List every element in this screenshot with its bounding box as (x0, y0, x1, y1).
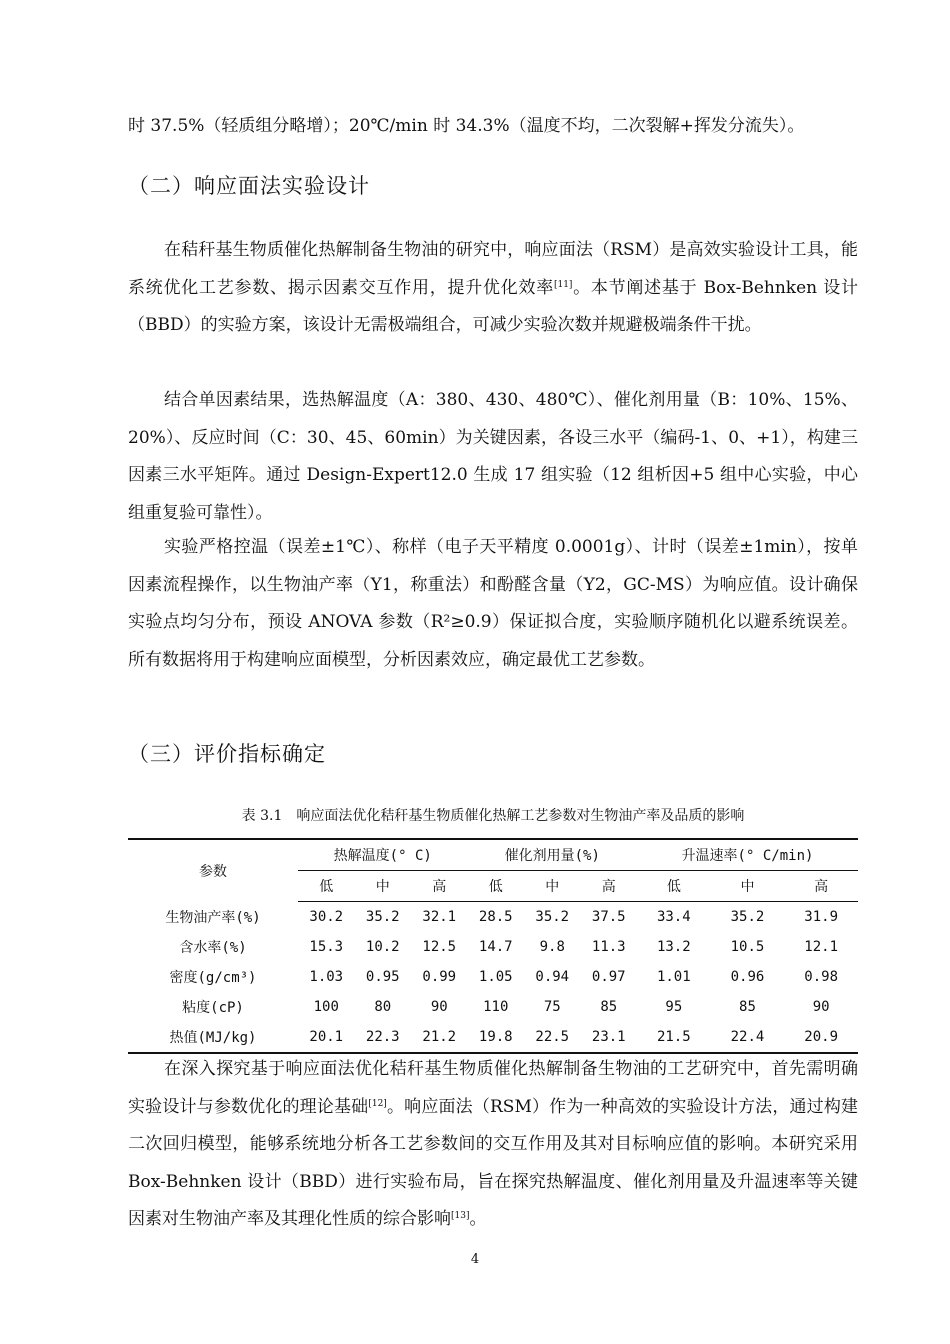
section-heading-2: （二）响应面法实验设计 (128, 174, 370, 198)
table-cell: 0.96 (730, 969, 765, 985)
table-cell: 21.5 (637, 1022, 711, 1053)
citation-13: [13] (451, 1211, 470, 1221)
table-cell: 9.8 (539, 939, 565, 955)
table-cell: 85 (739, 999, 756, 1015)
continued-paragraph: 时 37.5%（轻质组分略增）；20℃/min 时 34.3%（温度不均，二次裂解+挥发分流失）。 (128, 116, 805, 136)
table-cell: 15.3 (309, 939, 344, 955)
citation-11: [11] (553, 279, 573, 290)
table-cell: 0.97 (591, 969, 626, 985)
table-cell: 30.2 (309, 909, 344, 925)
table-cell: 0.95 (365, 969, 400, 985)
table-cell: 13.2 (656, 939, 691, 955)
table-cell: 22.5 (524, 1022, 581, 1053)
table-cell: 110 (483, 999, 509, 1015)
param-header: 参数 (128, 839, 298, 902)
table-cell: 35.2 (365, 909, 400, 925)
paragraph-text: 在深入探究基于响应面法优化秸秆基生物质催化热解制备生物油的工艺研究中，首先需明确实验设计与参数优化的理论基础 (128, 1059, 858, 1117)
group-header: 热解温度(° C) (298, 839, 468, 871)
table-cell: 0.94 (535, 969, 570, 985)
table-cell: 20.9 (784, 1022, 858, 1053)
row-label: 粘度(cP) (182, 1000, 244, 1016)
level-header: 高 (784, 871, 858, 902)
table-cell: 33.4 (656, 909, 691, 925)
table-cell: 80 (374, 999, 392, 1015)
table-cell: 11.3 (591, 939, 626, 955)
level-header: 高 (411, 871, 468, 902)
section-heading-3: （三）评价指标确定 (128, 742, 326, 766)
table-cell: 22.4 (711, 1022, 785, 1053)
paragraph-text: 。响应面法（RSM）作为一种高效的实验设计方法，通过构建二次回归模型，能够系统地分析各工艺参数间的交互作用及其对目标响应值的影响。本研究采用 Box-Behnken 设计（BBD）进行实验布局，旨在探究热解温度、催化剂用量及升温速率等关键因素对生物油产率及其理化性质的综合影响 (128, 1096, 859, 1229)
level-header: 低 (468, 871, 525, 902)
table-cell: 23.1 (581, 1022, 638, 1053)
table-cell: 20.1 (298, 1022, 355, 1053)
table-cell: 0.98 (804, 969, 838, 985)
table-cell: 75 (543, 999, 561, 1015)
table-cell: 12.5 (422, 939, 457, 955)
results-table (128, 838, 858, 1054)
level-header: 低 (298, 871, 355, 902)
table-cell: 31.9 (804, 909, 838, 925)
table-cell: 1.05 (478, 969, 513, 985)
table-cell: 28.5 (478, 909, 513, 925)
citation-12: [12] (368, 1098, 387, 1109)
section2-paragraph-1 (128, 232, 858, 345)
table-cell: 19.8 (468, 1022, 525, 1053)
level-header: 中 (711, 871, 785, 902)
table-cell: 85 (600, 999, 618, 1015)
table-row (128, 932, 858, 962)
paragraph-text: 在秸秆基生物质催化热解制备生物油的研究中，响应面法（RSM）是高效实验设计工具，能系统优化工艺参数、揭示因素交互作用，提升优化效率 (128, 240, 858, 298)
table-cell: 0.99 (422, 969, 457, 985)
table-cell: 22.3 (355, 1022, 412, 1053)
row-label: 生物油产率(%) (165, 909, 261, 926)
section2-paragraph-3: 实验严格控温（误差±1℃）、称样（电子天平精度 0.0001g）、计时（误差±1min），按单因素流程操作，以生物油产率（Y1，称重法）和酚醛含量（Y2，GC-MS）为响应值。设计确保实验点均匀分布，预设 ANOVA 参数（R²≥0.9）保证拟合度，实验顺序随机化以避系统误差。所有数据将用于构建响应面模型，分析因素效应，确定最优工艺参数。 (128, 537, 858, 670)
page-number: 4 (470, 1252, 480, 1267)
table-row (128, 962, 858, 992)
row-label: 热值(MJ/kg) (128, 1022, 298, 1053)
table-cell: 10.5 (730, 939, 765, 955)
table-cell: 95 (665, 999, 683, 1015)
table-cell: 90 (430, 999, 448, 1015)
table-caption: 表 3.1 响应面法优化秸秆基生物质催化热解工艺参数对生物油产率及品质的影响 (241, 808, 745, 824)
row-label: 含水率(%) (179, 940, 247, 956)
group-header: 升温速率(° C/min) (637, 839, 858, 871)
table-cell: 14.7 (478, 939, 513, 955)
section2-paragraph-2: 结合单因素结果，选热解温度（A：380、430、480℃）、催化剂用量（B：10%、15%、20%）、反应时间（C：30、45、60min）为关键因素，各设三水平（编码-1、0、+1），构建三因素三水平矩阵。通过 Design-Expert12.0 生成 17 组实验（12 组析因+5 组中心实验，中心组重复验可靠性）。 (128, 390, 858, 523)
table-cell: 1.01 (656, 969, 691, 985)
level-header: 高 (581, 871, 638, 902)
table-cell: 21.2 (411, 1022, 468, 1053)
level-header: 中 (355, 871, 412, 902)
level-header: 中 (524, 871, 581, 902)
table-cell: 100 (313, 999, 339, 1015)
table-row (128, 902, 858, 933)
table-cell: 12.1 (804, 939, 838, 955)
section3-paragraph-1 (128, 1051, 858, 1239)
table-cell: 1.03 (309, 969, 344, 985)
table-cell: 32.1 (422, 909, 457, 925)
table-cell: 37.5 (591, 909, 626, 925)
table-cell: 35.2 (730, 909, 765, 925)
table-row (128, 1022, 858, 1053)
paragraph-text: 。 (469, 1209, 487, 1229)
table-cell: 35.2 (535, 909, 570, 925)
table-cell: 10.2 (365, 939, 400, 955)
table-row (128, 992, 858, 1022)
level-header: 低 (637, 871, 711, 902)
row-label: 密度(g/cm³) (169, 970, 257, 986)
group-header: 催化剂用量(%) (468, 839, 638, 871)
table-cell: 90 (812, 999, 830, 1015)
paragraph-text: 。本节阐述基于 Box-Behnken 设计（BBD）的实验方案，该设计无需极端组合，可减少实验次数并规避极端条件干扰。 (128, 277, 858, 335)
